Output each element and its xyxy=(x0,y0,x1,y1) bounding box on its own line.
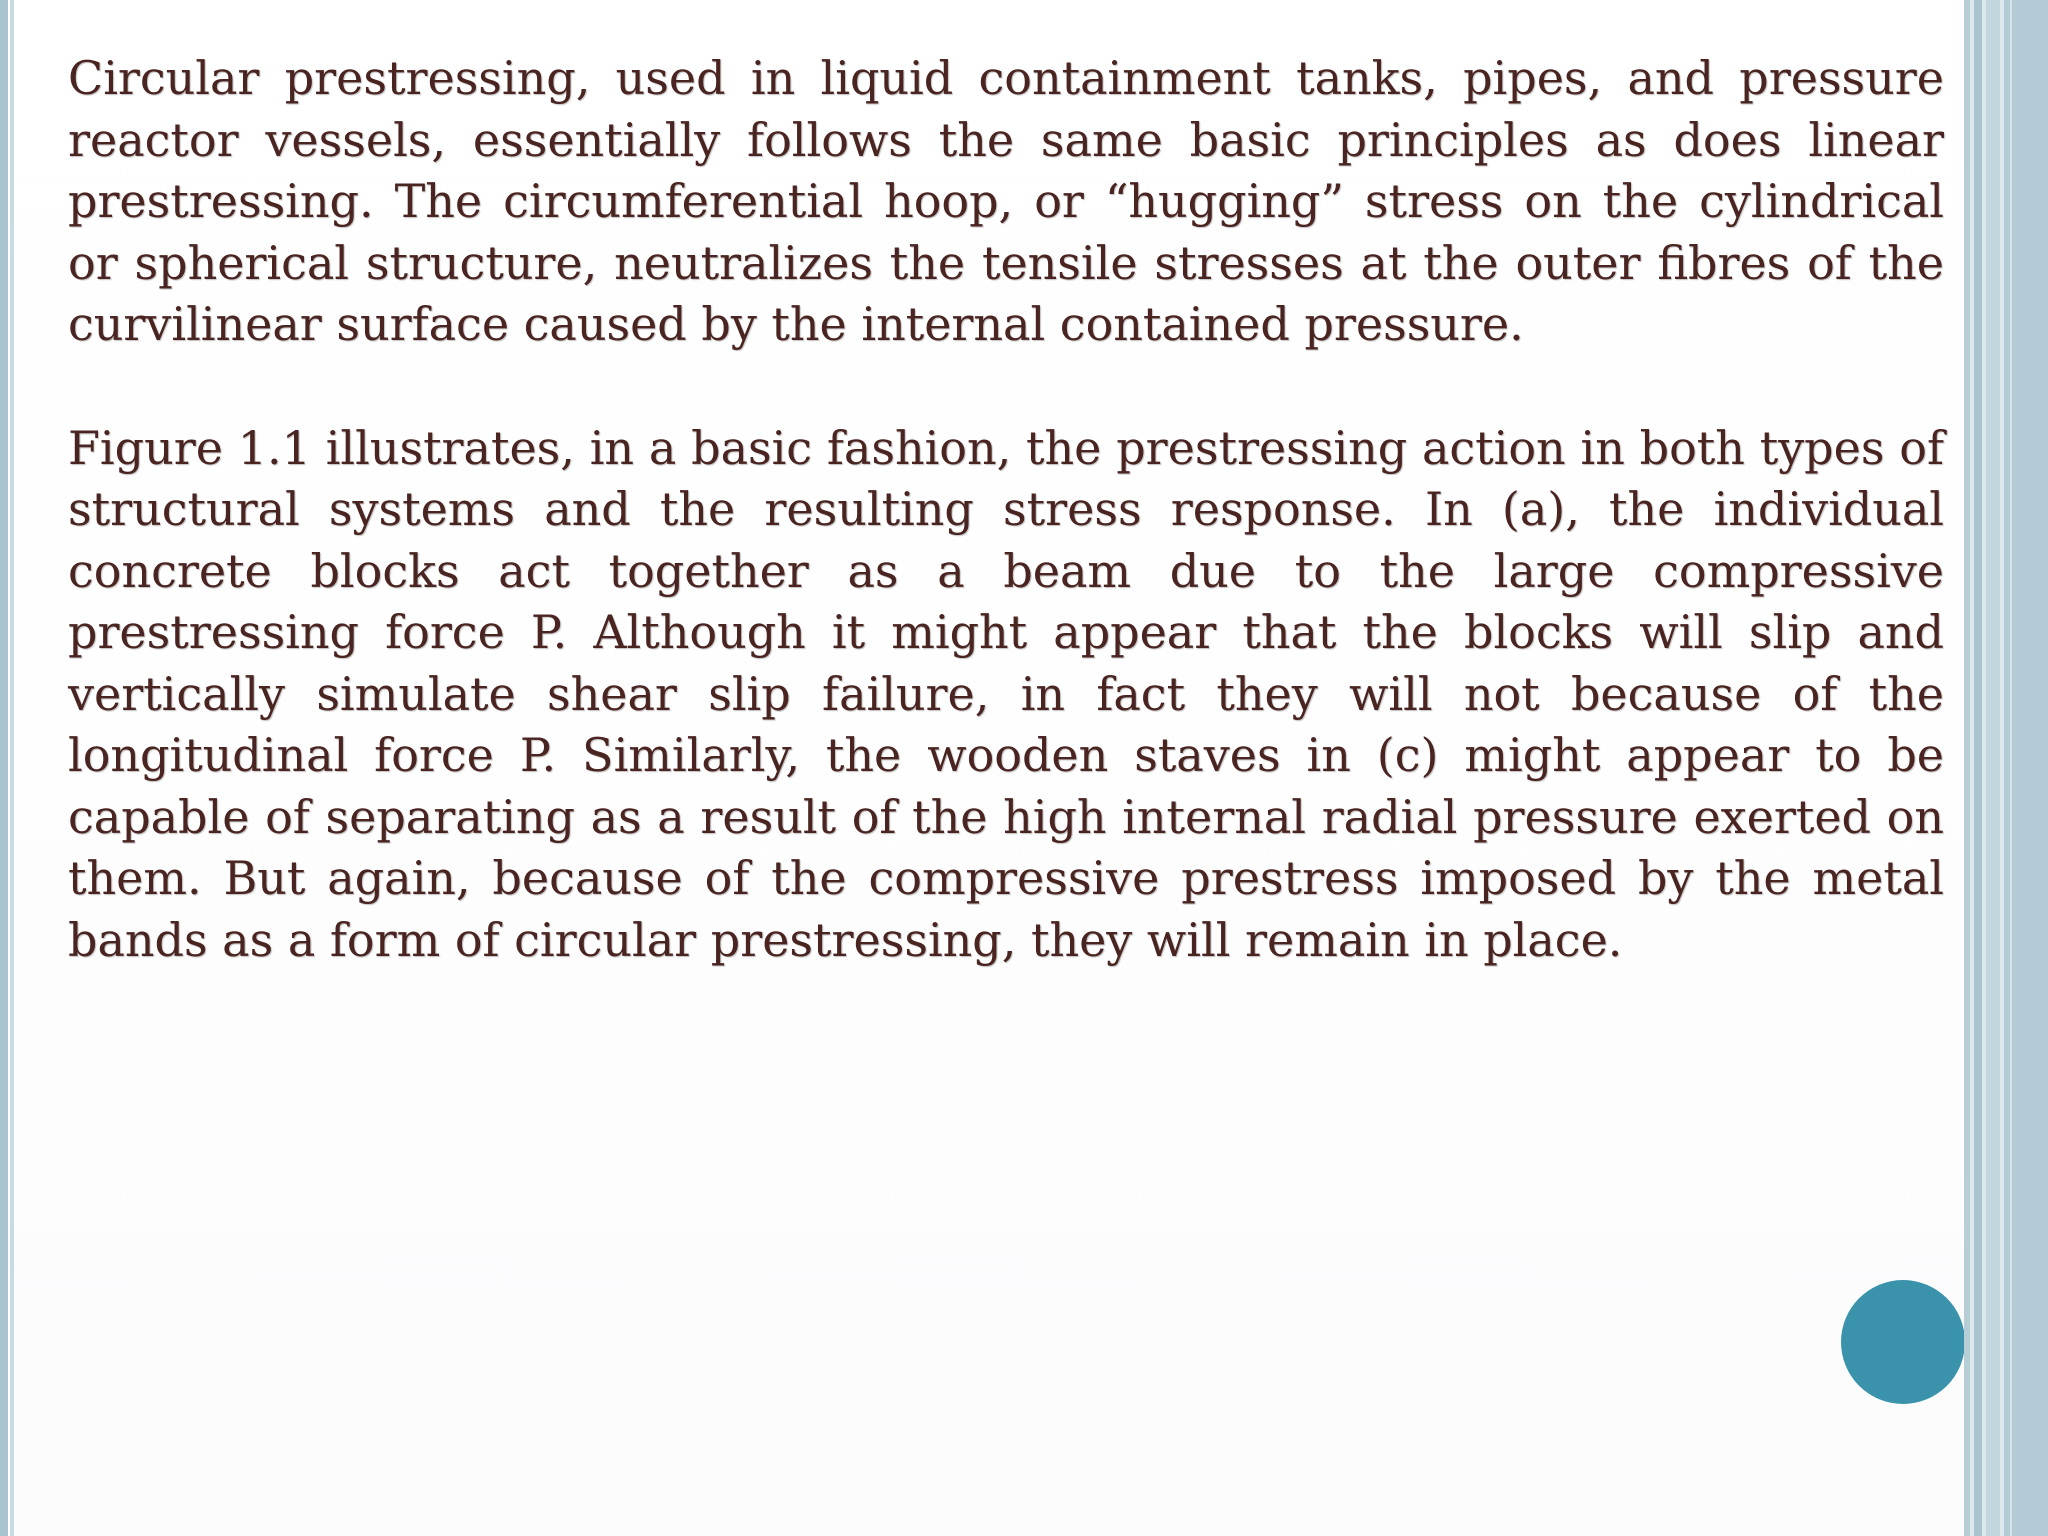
right-border-stripe xyxy=(1986,0,2000,1536)
paragraph-circular-prestressing: Circular prestressing, used in liquid containment tanks, pipes, and pressure reactor vessels, essentially follows the same basic principles as does linear prestressing. The circumferential hoop, or “hugging” stress on the cylindrical or spherical structure, neutralizes the tensile stresses at the outer fibres of the curvilinear surface caused by the internal contained pressure. xyxy=(68,51,1944,351)
slide-canvas xyxy=(14,0,1964,1536)
right-border-stripe xyxy=(2010,0,2012,1536)
slide-body xyxy=(68,48,1944,971)
paragraph-figure-description: Figure 1.1 illustrates, in a basic fashion, the prestressing action in both types of structural systems and the resulting stress response. In (a), the individual concrete blocks act together as a beam due to the large compressive prestressing force P. Although it might appear that the blocks will slip and vertically simulate shear slip failure, in fact they will not because of the longitudinal force P. Similarly, the wooden staves in (c) might appear to be capable of separating as a result of the high internal radial pressure exerted on them. But again, because of the compressive prestress imposed by the metal bands as a form of circular prestressing, they will remain in place. xyxy=(68,420,1944,967)
left-border-stripe xyxy=(0,0,8,1536)
right-border-stripe xyxy=(1964,0,1970,1536)
decorative-circle-icon xyxy=(1841,1280,1965,1404)
right-border-stripe xyxy=(1974,0,1982,1536)
